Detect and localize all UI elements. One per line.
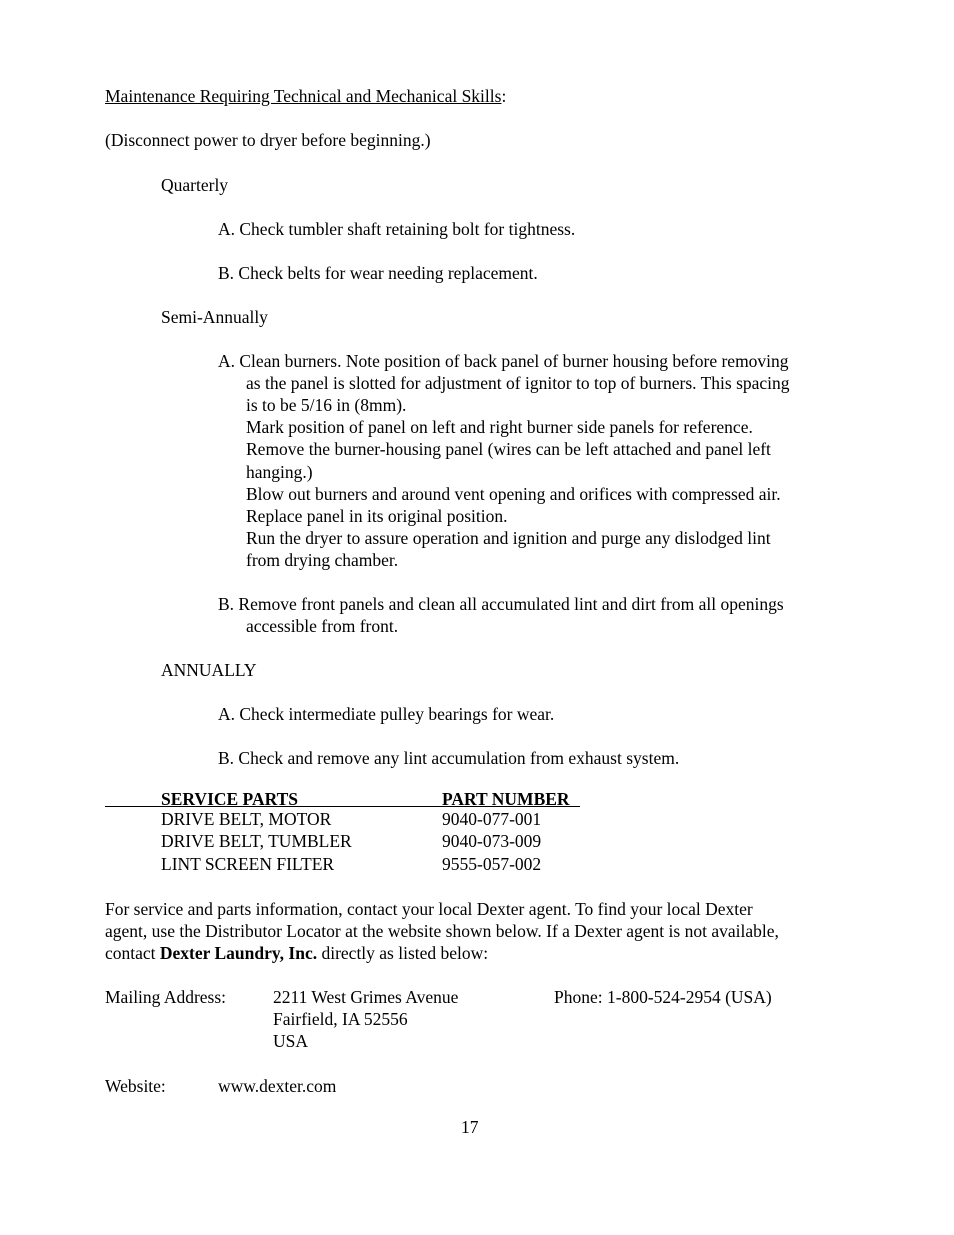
parts-row-number: 9555-057-002	[442, 854, 542, 874]
semi-item-a-line: Remove the burner-housing panel (wires can be left attached and panel left	[246, 439, 771, 459]
section-heading-text: Maintenance Requiring Technical and Mechanical Skills	[105, 86, 502, 106]
section-heading	[105, 85, 506, 107]
contact-prefix: contact	[105, 943, 160, 963]
parts-row-name: LINT SCREEN FILTER	[161, 854, 335, 874]
address-line: 2211 West Grimes Avenue	[273, 987, 459, 1007]
semi-item-b-line: accessible from front.	[246, 616, 399, 636]
section-heading-colon: :	[501, 86, 507, 106]
disconnect-note: (Disconnect power to dryer before beginning.)	[105, 130, 431, 150]
contact-line: agent, use the Distributor Locator at the website shown below. If a Dexter agent is not available,	[105, 921, 779, 941]
mailing-address-label: Mailing Address:	[105, 987, 227, 1007]
semi-item-a-line: hanging.)	[246, 462, 313, 482]
parts-header-part-number: PART NUMBER	[442, 789, 570, 809]
address-line: USA	[273, 1031, 309, 1051]
semi-item-a-line: as the panel is slotted for adjustment of ignitor to top of burners. This spacing	[246, 373, 790, 393]
semi-annually-title: Semi-Annually	[161, 307, 268, 327]
page-number: 17	[461, 1117, 479, 1137]
parts-header-service-parts: SERVICE PARTS	[161, 789, 299, 809]
parts-row-number: 9040-073-009	[442, 831, 542, 851]
contact-line: For service and parts information, contact your local Dexter agent. To find your local Dexter	[105, 899, 753, 919]
company-name: Dexter Laundry, Inc.	[159, 943, 318, 963]
semi-item-a-line: Mark position of panel on left and right burner side panels for reference.	[246, 417, 753, 437]
website-label: Website:	[105, 1076, 166, 1096]
quarterly-title: Quarterly	[161, 175, 229, 195]
address-line: Fairfield, IA 52556	[273, 1009, 408, 1029]
semi-item-b-line: B. Remove front panels and clean all accumulated lint and dirt from all openings	[218, 594, 784, 614]
parts-row-name: DRIVE BELT, TUMBLER	[161, 831, 352, 851]
website-url: www.dexter.com	[218, 1076, 337, 1096]
semi-item-a-line: A. Clean burners. Note position of back panel of burner housing before removing	[218, 351, 789, 371]
phone-number: Phone: 1-800-524-2954 (USA)	[554, 987, 772, 1007]
semi-item-a-line: Replace panel in its original position.	[246, 506, 508, 526]
semi-item-a-line: from drying chamber.	[246, 550, 399, 570]
quarterly-item-a: A. Check tumbler shaft retaining bolt for tightness.	[218, 219, 576, 239]
semi-item-a-line: is to be 5/16 in (8mm).	[246, 395, 407, 415]
parts-row-name: DRIVE BELT, MOTOR	[161, 809, 332, 829]
quarterly-item-b: B. Check belts for wear needing replacement.	[218, 263, 538, 283]
contact-line	[105, 942, 488, 964]
contact-suffix: directly as listed below:	[317, 943, 489, 963]
semi-item-a-line: Blow out burners and around vent opening and orifices with compressed air.	[246, 484, 781, 504]
semi-item-a-line: Run the dryer to assure operation and ignition and purge any dislodged lint	[246, 528, 771, 548]
parts-header-underline	[105, 806, 580, 807]
parts-row-number: 9040-077-001	[442, 809, 542, 829]
annually-item-a: A. Check intermediate pulley bearings for wear.	[218, 704, 555, 724]
annually-item-b: B. Check and remove any lint accumulation from exhaust system.	[218, 748, 680, 768]
annually-title: ANNUALLY	[161, 660, 257, 680]
